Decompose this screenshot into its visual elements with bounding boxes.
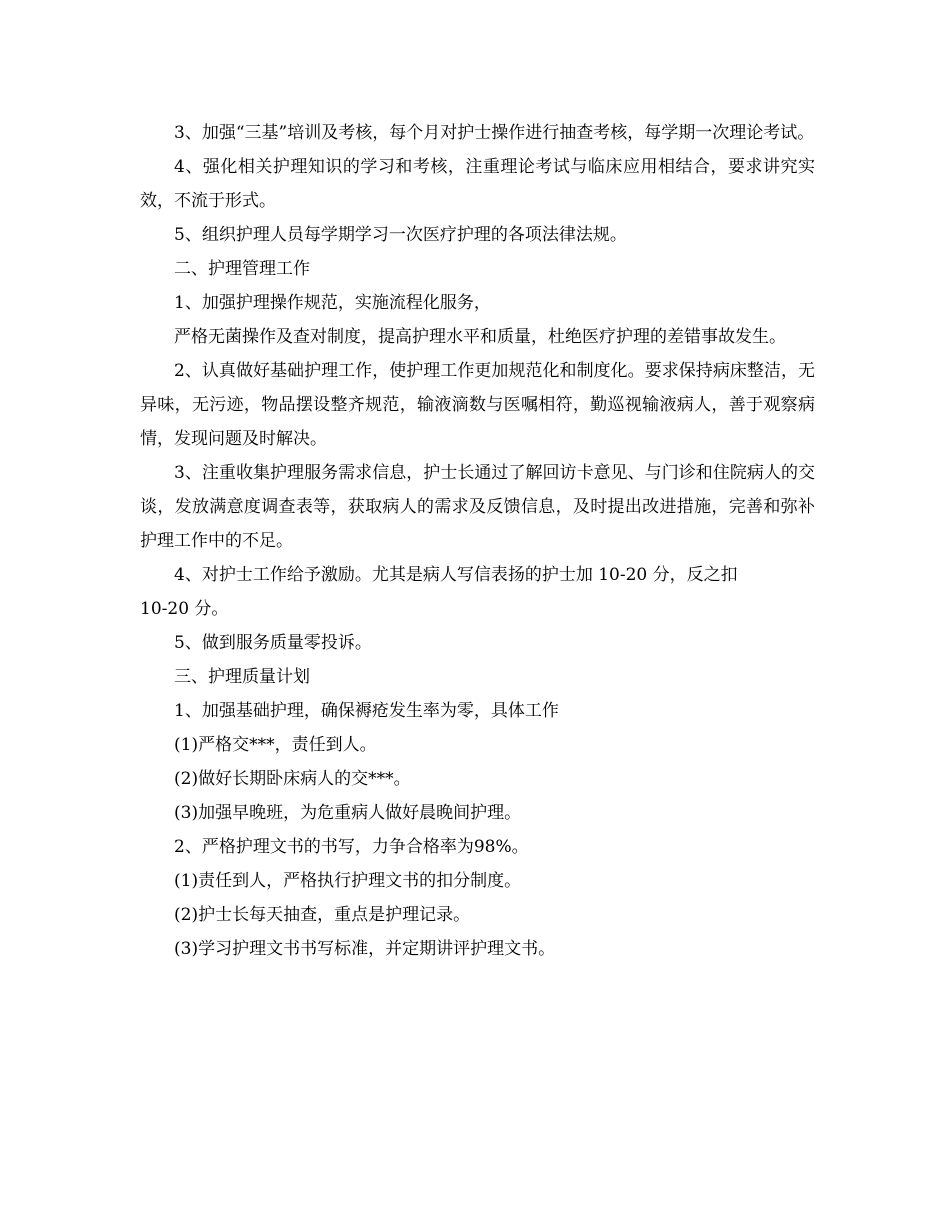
list-item-daily-check: (2)护士长每天抽查，重点是护理记录。 xyxy=(174,905,471,925)
paragraph-knowledge-study: 4、强化相关护理知识的学习和考核，注重理论考试与临床应用相结合，要求讲究实效，不流于形式。 xyxy=(140,157,815,211)
paragraph-feedback-collection: 3、注重收集护理服务需求信息，护士长通过了解回访卡意见、与门诊和住院病人的交谈，发放满意度调查表等，获取病人的需求及反馈信息，及时提出改进措施，完善和弥补护理工作中的不足。 xyxy=(140,463,815,551)
paragraph-law-study: 5、组织护理人员每学期学习一次医疗护理的各项法律法规。 xyxy=(174,225,627,245)
document-body xyxy=(140,116,815,966)
list-item-morning-evening-care: (3)加强早晚班，为危重病人做好晨晚间护理。 xyxy=(174,803,522,823)
list-item-writing-standard: (3)学习护理文书书写标准，并定期讲评护理文书。 xyxy=(174,939,556,959)
list-item-handover: (1)严格交***，责任到人。 xyxy=(174,735,377,755)
paragraph-incentive-continued: 10-20 分。 xyxy=(140,599,229,619)
paragraph-basic-nursing: 2、认真做好基础护理工作，使护理工作更加规范化和制度化。要求保持病床整洁，无异味，无污迹，物品摆设整齐规范，输液滴数与医嘱相符，勤巡视输液病人，善于观察病情，发现问题及时解决。 xyxy=(140,361,815,449)
paragraph-bedsore-prevention: 1、加强基础护理，确保褥疮发生率为零，具体工作 xyxy=(174,701,559,721)
section-heading-management: 二、护理管理工作 xyxy=(174,259,310,279)
paragraph-zero-complaint: 5、做到服务质量零投诉。 xyxy=(174,633,372,653)
list-item-bedridden-handover: (2)做好长期卧床病人的交***。 xyxy=(174,769,411,789)
paragraph-incentive: 4、对护士工作给予激励。尤其是病人写信表扬的护士加 10-20 分，反之扣 xyxy=(174,565,738,585)
section-heading-quality-plan: 三、护理质量计划 xyxy=(174,667,310,687)
paragraph-training-exam: 3、加强“三基”培训及考核，每个月对护士操作进行抽查考核，每学期一次理论考试。 xyxy=(174,123,815,143)
paragraph-operation-standard: 1、加强护理操作规范，实施流程化服务， xyxy=(174,293,491,313)
paragraph-nursing-documents: 2、严格护理文书的书写，力争合格率为98%。 xyxy=(174,837,529,857)
list-item-deduction-system: (1)责任到人，严格执行护理文书的扣分制度。 xyxy=(174,871,522,891)
paragraph-aseptic-operation: 严格无菌操作及查对制度，提高护理水平和质量，杜绝医疗护理的差错事故发生。 xyxy=(174,327,786,347)
